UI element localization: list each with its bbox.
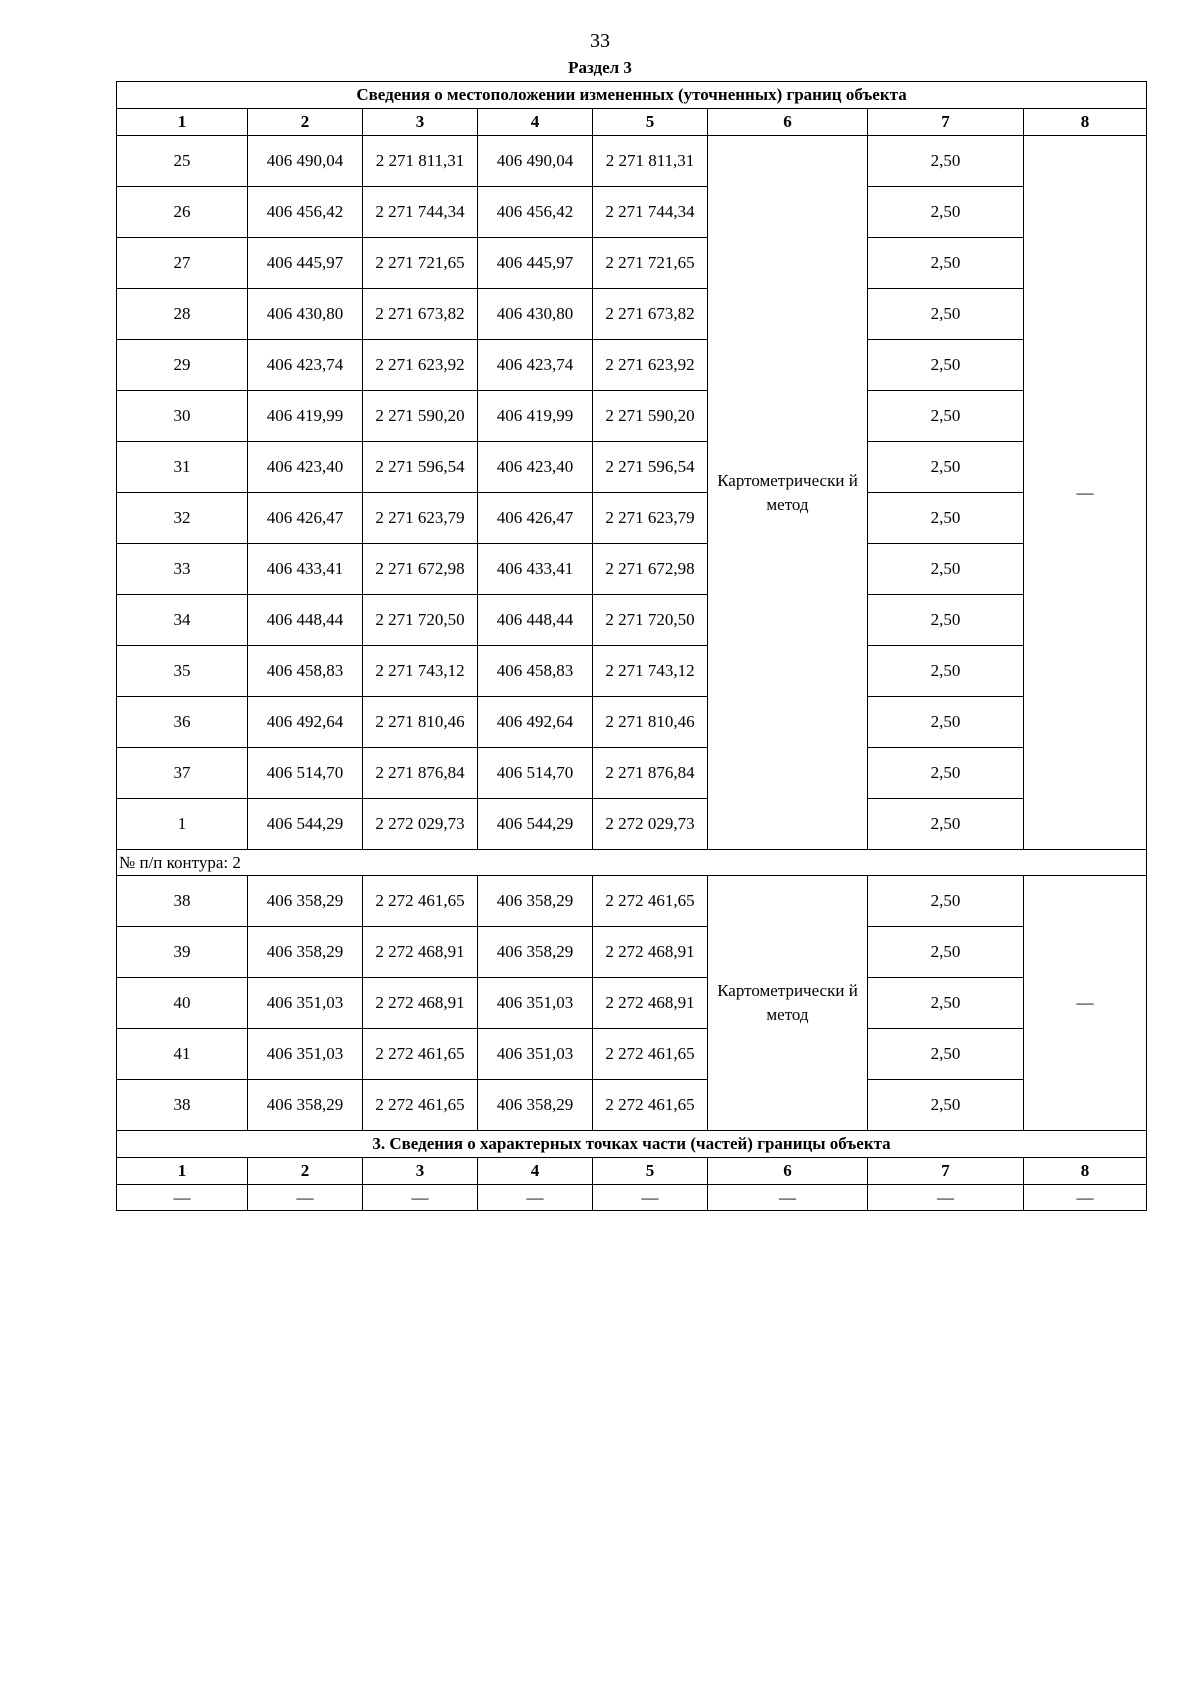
description-cell: —: [1024, 876, 1147, 1131]
coordinate-cell: 406 419,99: [248, 391, 363, 442]
coordinate-cell: 406 456,42: [478, 187, 593, 238]
contour-row: [117, 850, 1147, 876]
coordinate-cell: 406 423,74: [248, 340, 363, 391]
coordinate-cell: 406 514,70: [478, 748, 593, 799]
accuracy-cell: 2,50: [868, 1080, 1024, 1131]
coordinate-cell: 406 419,99: [478, 391, 593, 442]
coordinate-cell: 2 271 623,92: [363, 340, 478, 391]
coordinate-cell: 2 271 623,79: [593, 493, 708, 544]
table-row: [117, 238, 1147, 289]
column-header: 2: [248, 109, 363, 136]
column-header: 7: [868, 1158, 1024, 1185]
coordinate-cell: 2 272 468,91: [363, 978, 478, 1029]
coordinate-cell: 406 358,29: [248, 876, 363, 927]
coordinate-cell: 406 544,29: [478, 799, 593, 850]
coordinate-cell: 2 271 720,50: [593, 595, 708, 646]
column-header: 4: [478, 1158, 593, 1185]
coordinate-cell: 2 272 461,65: [363, 876, 478, 927]
empty-cell: —: [478, 1185, 593, 1211]
coordinate-cell: 2 271 811,31: [363, 136, 478, 187]
coordinate-cell: 406 423,40: [478, 442, 593, 493]
coordinate-cell: 2 271 743,12: [363, 646, 478, 697]
coordinate-cell: 2 271 721,65: [363, 238, 478, 289]
table-row: [117, 1029, 1147, 1080]
accuracy-cell: 2,50: [868, 927, 1024, 978]
table-row: [117, 595, 1147, 646]
coordinate-cell: 2 272 461,65: [363, 1029, 478, 1080]
coordinate-cell: 2 271 623,92: [593, 340, 708, 391]
accuracy-cell: 2,50: [868, 697, 1024, 748]
point-number-cell: 31: [117, 442, 248, 493]
coordinate-cell: 406 430,80: [478, 289, 593, 340]
coordinate-cell: 406 433,41: [248, 544, 363, 595]
table-row: [117, 646, 1147, 697]
point-number-cell: 40: [117, 978, 248, 1029]
coordinate-cell: 406 492,64: [248, 697, 363, 748]
coordinate-cell: 2 271 743,12: [593, 646, 708, 697]
boundary-table: [116, 81, 1147, 1211]
point-number-cell: 33: [117, 544, 248, 595]
table-row: [117, 544, 1147, 595]
coordinate-cell: 2 271 876,84: [593, 748, 708, 799]
method-cell: Картометрически й метод: [708, 136, 868, 850]
coordinate-cell: 406 445,97: [248, 238, 363, 289]
accuracy-cell: 2,50: [868, 595, 1024, 646]
accuracy-cell: 2,50: [868, 1029, 1024, 1080]
coordinate-cell: 406 351,03: [248, 1029, 363, 1080]
coordinate-cell: 2 271 672,98: [593, 544, 708, 595]
point-number-cell: 32: [117, 493, 248, 544]
point-number-cell: 36: [117, 697, 248, 748]
page-number: 33: [590, 30, 610, 52]
column-header: 4: [478, 109, 593, 136]
table-row: [117, 493, 1147, 544]
coordinate-cell: 406 448,44: [248, 595, 363, 646]
point-number-cell: 39: [117, 927, 248, 978]
accuracy-cell: 2,50: [868, 799, 1024, 850]
accuracy-cell: 2,50: [868, 442, 1024, 493]
column-header: 6: [708, 1158, 868, 1185]
part-row: [117, 1185, 1147, 1211]
table-row: [117, 391, 1147, 442]
table-row: [117, 748, 1147, 799]
coordinate-cell: 406 426,47: [478, 493, 593, 544]
accuracy-cell: 2,50: [868, 187, 1024, 238]
coordinate-cell: 406 445,97: [478, 238, 593, 289]
point-number-cell: 38: [117, 876, 248, 927]
point-number-cell: 26: [117, 187, 248, 238]
coordinate-cell: 2 271 673,82: [363, 289, 478, 340]
table-row: [117, 442, 1147, 493]
point-number-cell: 35: [117, 646, 248, 697]
coordinate-cell: 406 458,83: [248, 646, 363, 697]
accuracy-cell: 2,50: [868, 289, 1024, 340]
coordinate-cell: 406 448,44: [478, 595, 593, 646]
coordinate-cell: 2 272 468,91: [363, 927, 478, 978]
coordinate-cell: 406 358,29: [248, 1080, 363, 1131]
coordinate-cell: 406 433,41: [478, 544, 593, 595]
coordinate-cell: 2 272 461,65: [363, 1080, 478, 1131]
coordinate-cell: 406 358,29: [478, 1080, 593, 1131]
coordinate-cell: 2 272 461,65: [593, 876, 708, 927]
column-header: 8: [1024, 109, 1147, 136]
accuracy-cell: 2,50: [868, 391, 1024, 442]
column-header: 5: [593, 109, 708, 136]
point-number-cell: 41: [117, 1029, 248, 1080]
point-number-cell: 38: [117, 1080, 248, 1131]
point-number-cell: 25: [117, 136, 248, 187]
coordinate-cell: 406 456,42: [248, 187, 363, 238]
coordinate-cell: 2 272 468,91: [593, 927, 708, 978]
part-caption-row: [117, 1131, 1147, 1158]
coordinate-cell: 406 423,74: [478, 340, 593, 391]
table-row: [117, 289, 1147, 340]
coordinate-cell: 406 423,40: [248, 442, 363, 493]
coordinate-cell: 406 514,70: [248, 748, 363, 799]
column-header: 8: [1024, 1158, 1147, 1185]
accuracy-cell: 2,50: [868, 493, 1024, 544]
table-caption: Сведения о местоположении измененных (уточненных) границ объекта: [117, 82, 1147, 109]
coordinate-cell: 2 271 590,20: [363, 391, 478, 442]
table-row: [117, 876, 1147, 927]
table-row: [117, 136, 1147, 187]
coordinate-cell: 406 458,83: [478, 646, 593, 697]
section-title: Раздел 3: [568, 58, 632, 77]
coordinate-cell: 2 272 461,65: [593, 1029, 708, 1080]
point-number-cell: 37: [117, 748, 248, 799]
coordinate-cell: 2 271 721,65: [593, 238, 708, 289]
column-header: 3: [363, 1158, 478, 1185]
table-row: [117, 1080, 1147, 1131]
table-row: [117, 697, 1147, 748]
accuracy-cell: 2,50: [868, 136, 1024, 187]
empty-cell: —: [708, 1185, 868, 1211]
accuracy-cell: 2,50: [868, 544, 1024, 595]
accuracy-cell: 2,50: [868, 646, 1024, 697]
coordinate-cell: 2 272 029,73: [593, 799, 708, 850]
coordinate-cell: 2 271 672,98: [363, 544, 478, 595]
accuracy-cell: 2,50: [868, 340, 1024, 391]
coordinate-cell: 2 272 461,65: [593, 1080, 708, 1131]
coordinate-cell: 2 271 623,79: [363, 493, 478, 544]
coordinate-cell: 2 271 810,46: [593, 697, 708, 748]
empty-cell: —: [593, 1185, 708, 1211]
empty-cell: —: [1024, 1185, 1147, 1211]
column-header: 6: [708, 109, 868, 136]
coordinate-cell: 406 358,29: [478, 927, 593, 978]
coordinate-cell: 406 351,03: [478, 978, 593, 1029]
empty-cell: —: [363, 1185, 478, 1211]
empty-cell: —: [868, 1185, 1024, 1211]
table-row: [117, 927, 1147, 978]
column-header: 3: [363, 109, 478, 136]
method-cell: Картометрически й метод: [708, 876, 868, 1131]
point-number-cell: 27: [117, 238, 248, 289]
accuracy-cell: 2,50: [868, 238, 1024, 289]
coordinate-cell: 406 358,29: [478, 876, 593, 927]
coordinate-cell: 406 544,29: [248, 799, 363, 850]
coordinate-cell: 2 271 590,20: [593, 391, 708, 442]
accuracy-cell: 2,50: [868, 978, 1024, 1029]
coordinate-cell: 406 358,29: [248, 927, 363, 978]
coordinate-cell: 406 430,80: [248, 289, 363, 340]
point-number-cell: 1: [117, 799, 248, 850]
coordinate-cell: 2 271 744,34: [363, 187, 478, 238]
coordinate-cell: 2 271 810,46: [363, 697, 478, 748]
part-header-row: [117, 1158, 1147, 1185]
table-row: [117, 978, 1147, 1029]
column-header: 7: [868, 109, 1024, 136]
column-header: 5: [593, 1158, 708, 1185]
contour-label: № п/п контура: 2: [117, 850, 1147, 876]
header-row: [117, 109, 1147, 136]
coordinate-cell: 2 271 720,50: [363, 595, 478, 646]
point-number-cell: 30: [117, 391, 248, 442]
coordinate-cell: 2 271 811,31: [593, 136, 708, 187]
table-row: [117, 187, 1147, 238]
point-number-cell: 28: [117, 289, 248, 340]
empty-cell: —: [248, 1185, 363, 1211]
column-header: 1: [117, 1158, 248, 1185]
part-caption: 3. Сведения о характерных точках части (частей) границы объекта: [117, 1131, 1147, 1158]
coordinate-cell: 406 351,03: [478, 1029, 593, 1080]
coordinate-cell: 2 271 876,84: [363, 748, 478, 799]
coordinate-cell: 406 490,04: [478, 136, 593, 187]
column-header: 1: [117, 109, 248, 136]
coordinate-cell: 406 426,47: [248, 493, 363, 544]
table-row: [117, 340, 1147, 391]
coordinate-cell: 406 492,64: [478, 697, 593, 748]
accuracy-cell: 2,50: [868, 748, 1024, 799]
coordinate-cell: 2 271 596,54: [593, 442, 708, 493]
table-row: [117, 799, 1147, 850]
description-cell: —: [1024, 136, 1147, 850]
coordinate-cell: 2 271 673,82: [593, 289, 708, 340]
point-number-cell: 29: [117, 340, 248, 391]
accuracy-cell: 2,50: [868, 876, 1024, 927]
coordinate-cell: 406 490,04: [248, 136, 363, 187]
coordinate-cell: 2 271 596,54: [363, 442, 478, 493]
coordinate-cell: 406 351,03: [248, 978, 363, 1029]
column-header: 2: [248, 1158, 363, 1185]
coordinate-cell: 2 272 468,91: [593, 978, 708, 1029]
coordinate-cell: 2 271 744,34: [593, 187, 708, 238]
coordinate-cell: 2 272 029,73: [363, 799, 478, 850]
point-number-cell: 34: [117, 595, 248, 646]
empty-cell: —: [117, 1185, 248, 1211]
